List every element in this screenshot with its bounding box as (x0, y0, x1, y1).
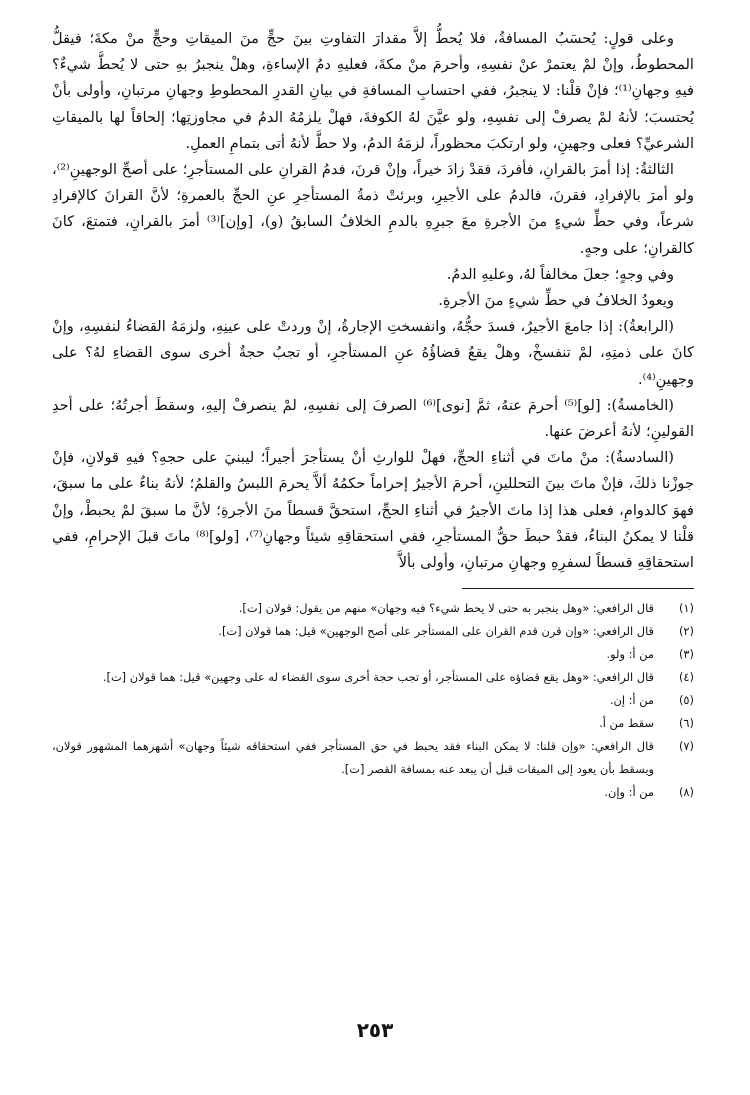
paragraph-5: (الرابعةُ): إذا جامعَ الأجيرُ، فسدَ حجُّهُ، وانفسختِ الإجارةُ، إنْ وردتْ على عينِهِ، ولزمَهُ القضاءُ لنفسِهِ، وإنْ كانَ على ذمتِهِ، لمْ تنفسخْ، وهلْ يقعُ قضاؤُهُ عنِ المستأجرِ، أو تجبُ حجةٌ أخرى سوى القضاءِ لهُ؟ على وجهينِ⁽⁴⁾. (52, 318, 694, 388)
footnote-text: قال الرافعي: «وإن قرن قدم القران على المستأجر على أصح الوجهين» قيل: هما قولان [ت]. (218, 624, 654, 639)
footnotes (52, 597, 694, 804)
footnote-number: (٢) (678, 624, 694, 639)
footnote-text: قال الرافعي: «وإن قلنا: لا يمكن البناء فقد يحبط في حق المستأجر ففي استحقاقه شيئاً وجهان» أشهرهما المشهور قولان، ويسقط بأن يعود إلى الميقات قبل أن يبعد عنه بمسافة القصر [ت]. (52, 739, 654, 777)
footnote (52, 689, 694, 712)
footnote-text: من أ: إن. (609, 693, 654, 708)
footnote (52, 643, 694, 666)
footnote-number: (٤) (678, 670, 694, 685)
footnote (52, 620, 694, 643)
footnote-text: قال الرافعي: «وهل يقع قضاؤه على المستأجر، أو تجب حجة أخرى سوى القضاء له على وجهين» قيل: هما قولان [ت]. (102, 670, 654, 685)
footnote-text: من أ: وإن. (604, 785, 654, 800)
footnote (52, 735, 694, 781)
paragraph-7: (السادسةُ): منْ ماتَ في أثناءِ الحجِّ، فهلْ للوارثِ أنْ يستأجرَ أجيراً؛ ليبنيَ على حجهِ؟ فيهِ قولانِ، فإنْ جوزْنا ذلكَ، فإنْ ماتَ بينَ التحللينِ، أحرمَ الأجيرُ إحراماً حكمُهُ ألاَّ يحرمَ اللبسُ والقلمُ؛ لأنهُ بناءٌ على ما سبقَ، فهوَ كالدوامِ، فعلى هذا إذا ماتَ الأجيرُ في أثناءِ الحجِّ، استحقَّ قسطاً منَ الأجرةِ؛ لأنَّ ما سبقَ لمْ يحبطْ، وإنْ قلْنا لا يمكنُ البناءُ، فقدْ حبطَ حقُّ المستأجرِ، ففي استحقاقِهِ شيئاً وجهانِ⁽⁷⁾، [ولو]⁽⁸⁾ ماتَ قبلَ الإحرامِ، ففي استحقاقِهِ قسطاً لسفرِهِ وجهانِ مرتبانِ، وأولى بألاَّ (52, 449, 694, 572)
footnote-number: (٦) (678, 716, 694, 731)
paragraph-6: (الخامسةُ): [لو]⁽⁵⁾ أحرمَ عنهُ، ثمَّ [نوى]⁽⁶⁾ الصرفَ إلى نفسِهِ، لمْ ينصرفْ إليهِ، وسقطَ أجرتُهُ؛ على أحدِ القولينِ؛ لأنهُ أعرضَ عنها. (52, 396, 694, 441)
paragraph-1: وعلى قولٍ: يُحسَبُ المسافةُ، فلا يُحطُّ إلاَّ مقدارَ التفاوتِ بينَ حجٍّ منَ الميقاتِ وحجٍّ منْ مكةَ؛ فيقلُّ المحطوطُ، وإنْ لمْ يعتمرْ عنْ نفسِهِ، وأحرمَ منْ مكةَ، فعليهِ دمُ الإساءةِ، وهلْ ينجبرُ بهِ حتى لا يُحطَّ شيءٌ؟ فيهِ وجهانِ⁽¹⁾؛ فإنْ قلْنا: لا ينجبرُ، ففي احتسابِ المسافةِ في بيانِ القدرِ المحطوطِ وجهانِ مرتبانِ، وأولى بأنْ يُحتسبَ؛ لأنهُ لمْ يصرفْ إلى نفسِهِ، ولو عيَّنَ لهُ الكوفةَ، فهلْ يلزمُهُ الدمُ في مجاوزتِها؛ إلحاقاً لها بالميقاتِ الشرعيِّ؟ فعلى وجهينِ، ولو ارتكبَ محظوراً، لزمَهُ الدمُ، ولا حطَّ لأنهُ أتى بتمامِ العملِ. (52, 30, 695, 152)
page-number: ٢٥٣ (356, 1018, 394, 1042)
footnote-number: (٧) (678, 739, 694, 754)
paragraph-3: وفي وجهٍ؛ جعلَ مخالفاً لهُ، وعليهِ الدمُ. (446, 265, 674, 283)
footnote (52, 597, 694, 620)
main-text (52, 26, 694, 576)
footnote (52, 712, 694, 735)
footnote-number: (٣) (678, 647, 694, 662)
paragraph-4: ويعودُ الخلافُ في حطِّ شيءٍ منَ الأجرةِ. (438, 292, 674, 310)
footnote-number: (٥) (678, 693, 694, 708)
paragraph-2: الثالثةُ: إذا أمرَ بالقرانِ، فأفردَ، فقدْ زادَ خيراً، وإنْ قرنَ، فدمُ القرانِ على المستأجرِ؛ على أصحِّ الوجهينِ⁽²⁾، ولو أمرَ بالإفرادِ، فقرنَ، فالدمُ على الأجيرِ، وبرئتْ ذمةُ المستأجرِ عنِ الحجِّ بالعمرةِ؛ لأنَّ القرانَ كالإفرادِ شرعاً، وفي حطِّ شيءٍ منَ الأجرةِ معَ جبرِهِ بالدمِ الخلافُ السابقُ (و)، [وإن]⁽³⁾ أمرَ بالقرانِ، فتمتعَ، كانَ كالقرانِ؛ على وجهٍ. (52, 161, 694, 257)
footnote-divider (462, 588, 694, 589)
footnote-number: (٨) (678, 785, 694, 800)
footnote-text: قال الرافعي: «وهل ينجبر به حتى لا يحط شيء؟ فيه وجهان» منهم من يقول: قولان [ت]. (238, 601, 654, 616)
footnote-text: سقط من أ. (599, 716, 654, 731)
footnote-text: من أ: ولو. (606, 647, 654, 662)
footnote (52, 781, 694, 804)
footnote-number: (١) (678, 601, 694, 616)
footnote (52, 666, 694, 689)
